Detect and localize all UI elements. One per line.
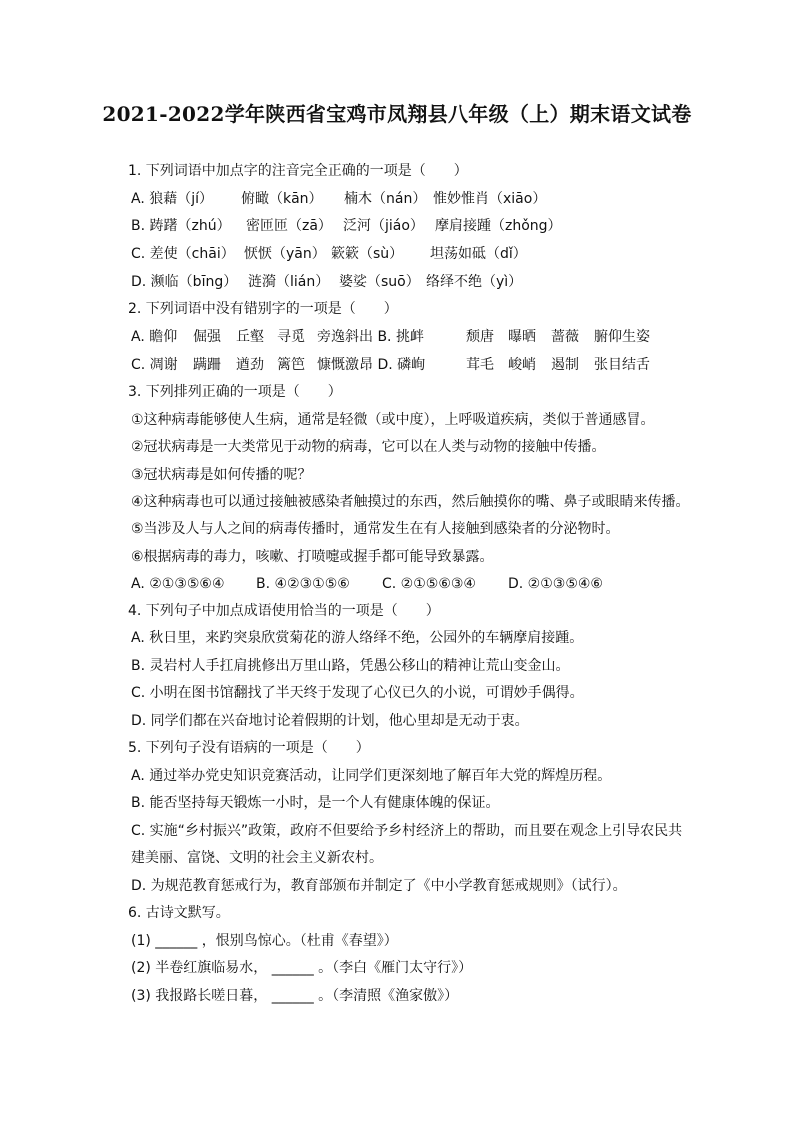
q1-option-a — [131, 190, 546, 208]
q1-option-c — [131, 245, 527, 263]
q2-r2-7: 峻峭 — [508, 357, 536, 373]
q2-r1-7: 曝晒 — [508, 329, 536, 345]
q1-d-4: 络绎不绝（yì） — [426, 274, 523, 290]
q2-r1-4: 寻觅 — [277, 329, 305, 345]
q1-option-b — [131, 217, 562, 235]
q5-option-a: A. 通过举办党史知识竞赛活动，让同学们更深刻地了解百年大党的辉煌历程。 — [131, 768, 612, 784]
q3-option-d: D. ②①③⑤④⑥ — [508, 576, 603, 592]
q2-r2-5: 慷慨激昂 D. 磷峋 — [317, 357, 426, 373]
q3-option-a: A. ②①③⑤⑥④ — [131, 576, 225, 592]
q2-r1-5: 旁逸斜出 B. 挑衅 — [317, 329, 424, 345]
q1-a-2: 俯瞰（kān） — [241, 191, 323, 207]
q5-option-b: B. 能否坚持每天锻炼一小时，是一个人有健康体魄的保证。 — [131, 795, 500, 811]
q1-d-1: D. 濒临（bīng） — [131, 274, 238, 290]
q1-b-3: 泛河（jiáo） — [343, 218, 424, 234]
question-5-stem: 5. 下列句子没有语病的一项是（ ） — [128, 740, 370, 756]
q1-option-d — [131, 273, 522, 291]
q1-d-2: 涟漪（lián） — [248, 274, 330, 290]
q4-option-b: B. 灵岩村人手扛肩挑修出万里山路，凭愚公移山的精神让荒山变金山。 — [131, 658, 570, 674]
q1-c-3: 簌簌（sù） — [331, 246, 404, 262]
q2-r2-4: 篱笆 — [277, 357, 305, 373]
q1-c-4: 坦荡如砥（dǐ） — [430, 246, 527, 262]
q5-option-c-line-1: C. 实施“乡村振兴”政策，政府不但要给予乡村经济上的帮助，而且要在观念上引导农民共 — [131, 823, 683, 839]
q3-sentence-1: ①这种病毒能够使人生病，通常是轻微（或中度），上呼吸道疾病，类似于普通感冒。 — [131, 412, 655, 428]
q2-r1-2: 倔强 — [193, 329, 221, 345]
q1-a-1: A. 狼藉（jí） — [131, 191, 214, 207]
q2-r1-3: 丘壑 — [236, 329, 264, 345]
question-6-stem: 6. 古诗文默写。 — [128, 905, 230, 921]
q5-option-c-line-2: 建美丽、富饶、文明的社会主义新农村。 — [131, 850, 383, 866]
q1-b-2: 密匝匝（zā） — [246, 218, 332, 234]
q3-sentence-2: ②冠状病毒是一大类常见于动物的病毒，它可以在人类与动物的接触中传播。 — [131, 439, 606, 455]
q2-row-2 — [131, 356, 650, 374]
q2-r2-8: 遏制 — [551, 357, 579, 373]
q2-r2-9: 张目结舌 — [594, 357, 650, 373]
q1-d-3: 婆娑（suō） — [339, 274, 420, 290]
q5-option-d: D. 为规范教育惩戒行为，教育部颁布并制定了《中小学教育惩戒规则》（试行）。 — [131, 878, 627, 894]
q2-row-1 — [131, 328, 650, 346]
q2-r2-1: C. 凋谢 — [131, 357, 178, 373]
question-3-stem: 3. 下列排列正确的一项是（ ） — [128, 384, 342, 400]
q1-c-2: 恹恹（yān） — [244, 246, 326, 262]
q2-r1-6: 颓唐 — [466, 329, 494, 345]
q2-r2-3: 遒劲 — [236, 357, 264, 373]
q4-option-c: C. 小明在图书馆翻找了半天终于发现了心仪已久的小说，可谓妙手偶得。 — [131, 685, 584, 701]
q3-sentence-5: ⑤当涉及人与人之间的病毒传播时，通常发生在有人接触到感染者的分泌物时。 — [131, 521, 620, 537]
q1-a-3: 楠木（nán） — [344, 191, 427, 207]
q6-line-2: (2) 半卷红旗临易水， ______ 。（李白《雁门太守行》） — [131, 960, 473, 976]
q2-r2-6: 茸毛 — [466, 357, 494, 373]
q3-sentence-4: ④这种病毒也可以通过接触被感染者触摸过的东西，然后触摸你的嘴、鼻子或眼睛来传播。 — [131, 494, 690, 510]
q3-option-b: B. ④②③①⑤⑥ — [256, 576, 350, 592]
question-2-stem: 2. 下列词语中没有错别字的一项是（ ） — [128, 301, 398, 317]
q3-sentence-3: ③冠状病毒是如何传播的呢？ — [131, 467, 312, 483]
q2-r1-1: A. 瞻仰 — [131, 329, 178, 345]
page-title: 2021-2022学年陕西省宝鸡市凤翔县八年级（上）期末语文试卷 — [102, 102, 692, 126]
q1-b-1: B. 踌躇（zhú） — [131, 218, 231, 234]
q4-option-a: A. 秋日里，来趵突泉欣赏菊花的游人络绎不绝，公园外的车辆摩肩接踵。 — [131, 630, 584, 646]
q6-line-3: (3) 我报路长嗟日暮， ______ 。（李清照《渔家傲》） — [131, 988, 459, 1004]
q1-c-1: C. 差使（chāi） — [131, 246, 235, 262]
q3-options — [131, 575, 603, 593]
q2-r1-9: 腑仰生姿 — [594, 329, 650, 345]
question-4-stem: 4. 下列句子中加点成语使用恰当的一项是（ ） — [128, 603, 440, 619]
q2-r2-2: 蹒跚 — [193, 357, 221, 373]
q4-option-d: D. 同学们都在兴奋地讨论着假期的计划，他心里却是无动于衷。 — [131, 713, 529, 729]
q1-a-4: 惟妙惟肖（xiāo） — [433, 191, 547, 207]
q2-r1-8: 蔷薇 — [551, 329, 579, 345]
q1-b-4: 摩肩接踵（zhǒng） — [435, 218, 562, 234]
q3-sentence-6: ⑥根据病毒的毒力，咳嗽、打喷嚏或握手都可能导致暴露。 — [131, 549, 494, 565]
q3-option-c: C. ②①⑤⑥③④ — [382, 576, 476, 592]
question-1-stem: 1. 下列词语中加点字的注音完全正确的一项是（ ） — [128, 163, 468, 179]
q6-line-1: (1) ______ ，恨别鸟惊心。（杜甫《春望》） — [131, 933, 398, 949]
